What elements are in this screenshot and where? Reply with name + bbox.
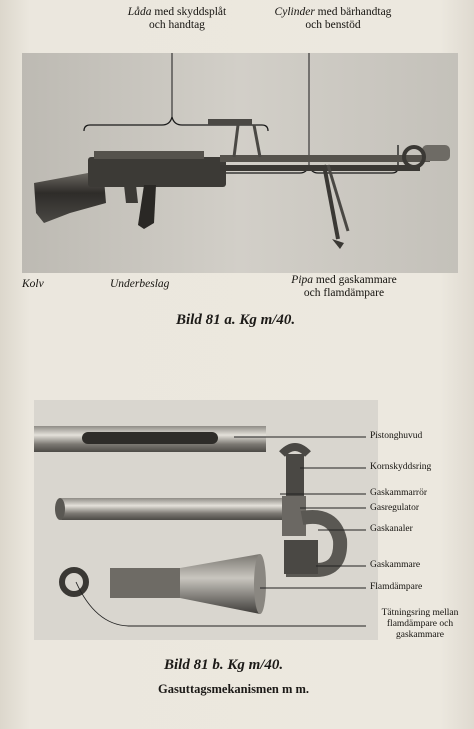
part-label-tatningsring: Tätningsring mellan flamdämpare och gaskammare <box>381 608 459 640</box>
part-label-gaskammarror: Gaskammarrör <box>370 488 427 498</box>
part-label-kornskyddsring: Kornskyddsring <box>370 462 432 472</box>
part-label-gaskammare: Gaskammare <box>370 560 421 570</box>
caption-figure-b: Bild 81 b. Kg m/40. <box>164 657 284 673</box>
label-underbeslag: Underbeslag <box>110 278 170 290</box>
label-kolv: Kolv <box>22 278 44 290</box>
part-label-pistonghuvud: Pistonghuvud <box>370 431 423 441</box>
label-lada: Låda med skyddsplåt och handtag <box>127 6 227 31</box>
part-label-gasregulator: Gasregulator <box>370 503 420 513</box>
part-label-flamdampare: Flamdämpare <box>370 582 423 592</box>
part-label-gaskanaler: Gaskanaler <box>370 524 413 534</box>
subcaption-figure-b: Gasuttagsmekanismen m m. <box>158 682 310 696</box>
label-pipa: Pipa med gaskammare och flamdämpare <box>291 274 397 299</box>
caption-figure-a: Bild 81 a. Kg m/40. <box>176 312 296 328</box>
label-cylinder: Cylinder med bärhandtag och benstöd <box>274 6 392 31</box>
